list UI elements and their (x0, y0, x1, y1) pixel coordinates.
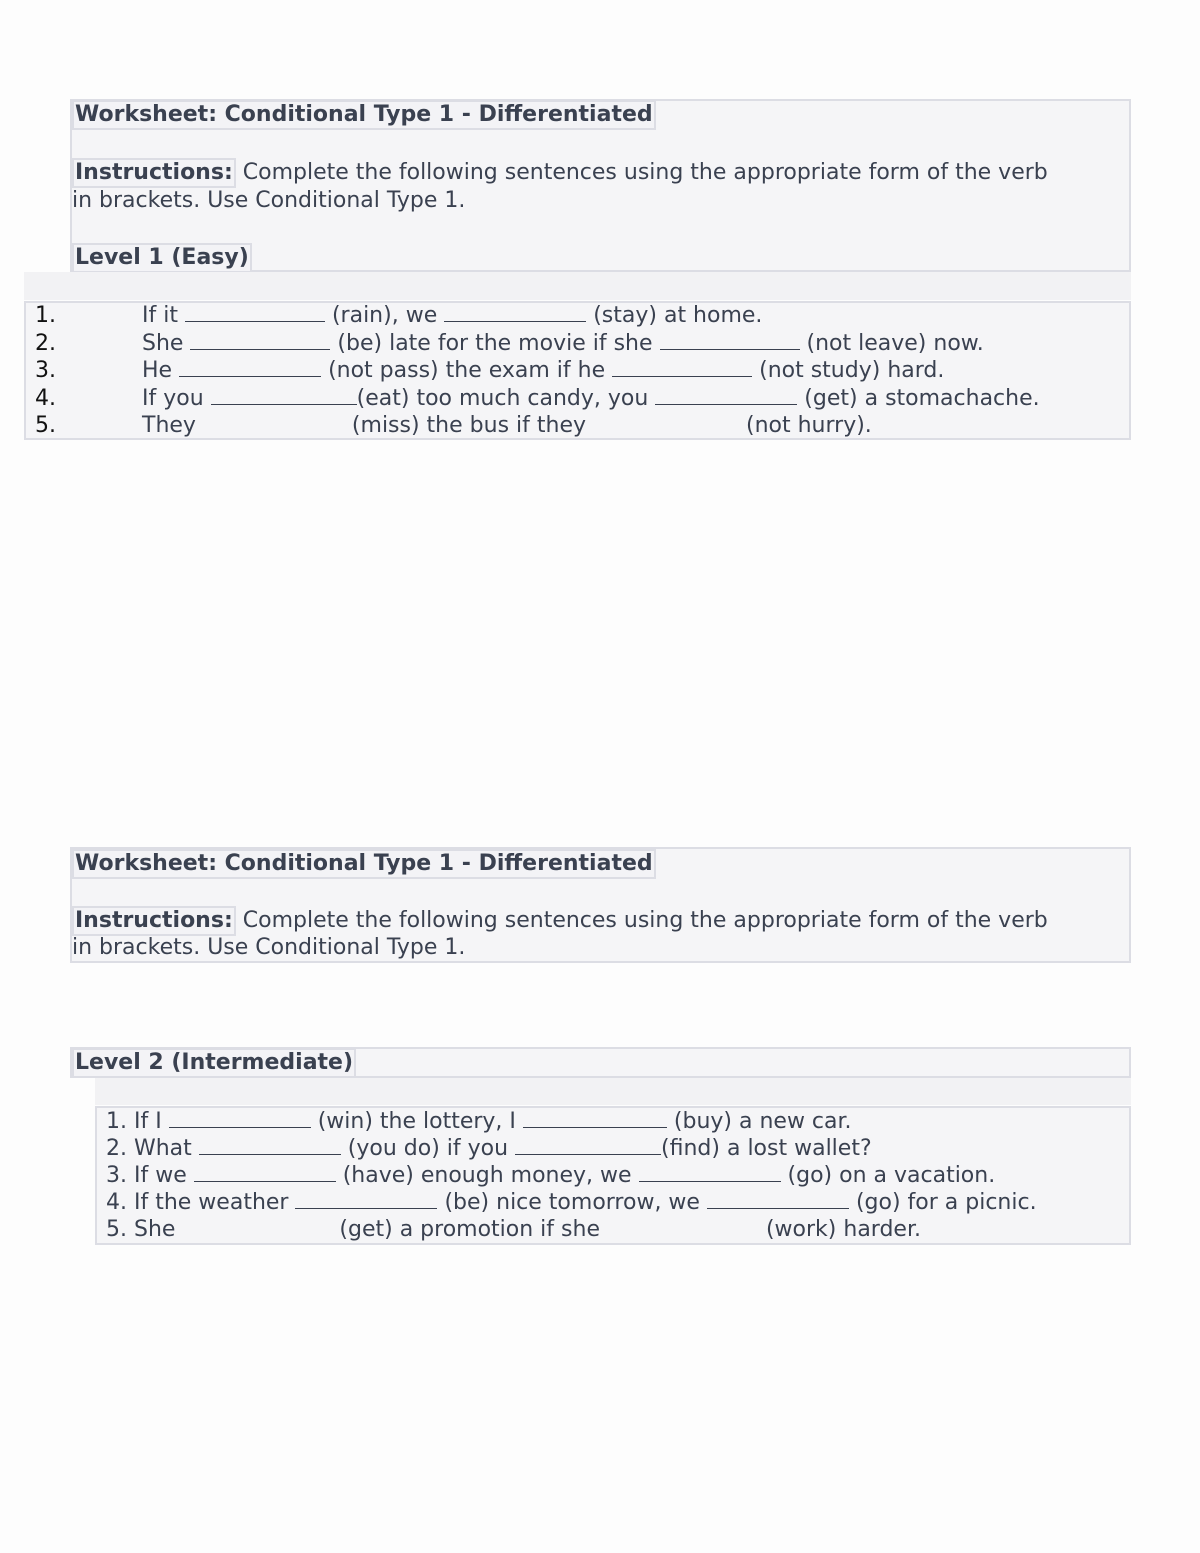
answer-blank[interactable] (194, 1163, 336, 1182)
page2-spacer-strip (95, 1078, 1131, 1105)
answer-blank[interactable] (607, 1217, 759, 1236)
list-item: If it (rain), we (stay) at home. (142, 303, 763, 328)
answer-blank[interactable] (515, 1136, 661, 1155)
answer-blank[interactable] (639, 1163, 781, 1182)
page1-instructions: Instructions: Complete the following sentences using the appropriate form of the verb (72, 158, 1048, 188)
list-item: 4. If the weather (be) nice tomorrow, we (go) for a picnic. (106, 1190, 1037, 1215)
answer-blank[interactable] (660, 331, 800, 350)
list-item: 1. If I (win) the lottery, I (buy) a new car. (106, 1109, 852, 1134)
answer-blank[interactable] (707, 1190, 849, 1209)
page1-spacer-strip (24, 272, 1131, 300)
list-number: 4. (35, 386, 56, 411)
answer-blank[interactable] (190, 331, 330, 350)
answer-blank[interactable] (444, 303, 586, 322)
list-item: If you (eat) too much candy, you (get) a stomachache. (142, 386, 1040, 411)
answer-blank[interactable] (203, 413, 345, 432)
answer-blank[interactable] (199, 1136, 341, 1155)
list-number: 1. (35, 303, 56, 328)
answer-blank[interactable] (612, 358, 752, 377)
answer-blank[interactable] (179, 358, 321, 377)
answer-blank[interactable] (211, 386, 357, 405)
page2-instructions: Instructions: Complete the following sentences using the appropriate form of the verb (72, 906, 1048, 936)
answer-blank[interactable] (295, 1190, 437, 1209)
list-item: She (be) late for the movie if she (not leave) now. (142, 331, 984, 356)
page1-title: Worksheet: Conditional Type 1 - Differentiated (72, 100, 656, 130)
list-item: He (not pass) the exam if he (not study) hard. (142, 358, 945, 383)
answer-blank[interactable] (185, 303, 325, 322)
list-number: 2. (35, 331, 56, 356)
list-item: They (miss) the bus if they (not hurry). (142, 413, 872, 438)
page2-instructions-line2: in brackets. Use Conditional Type 1. (72, 935, 466, 960)
page1-level-heading: Level 1 (Easy) (72, 243, 252, 273)
answer-blank[interactable] (655, 386, 797, 405)
list-number: 5. (35, 413, 56, 438)
page2-level-heading: Level 2 (Intermediate) (72, 1048, 356, 1078)
list-number: 3. (35, 358, 56, 383)
answer-blank[interactable] (169, 1109, 311, 1128)
page2-title: Worksheet: Conditional Type 1 - Differentiated (72, 849, 656, 879)
answer-blank[interactable] (523, 1109, 667, 1128)
answer-blank[interactable] (182, 1217, 332, 1236)
page1-instructions-line2: in brackets. Use Conditional Type 1. (72, 188, 466, 213)
list-item: 3. If we (have) enough money, we (go) on a vacation. (106, 1163, 996, 1188)
answer-blank[interactable] (593, 413, 739, 432)
list-item: 2. What (you do) if you (find) a lost wallet? (106, 1136, 872, 1161)
list-item: 5. She (get) a promotion if she (work) harder. (106, 1217, 921, 1242)
